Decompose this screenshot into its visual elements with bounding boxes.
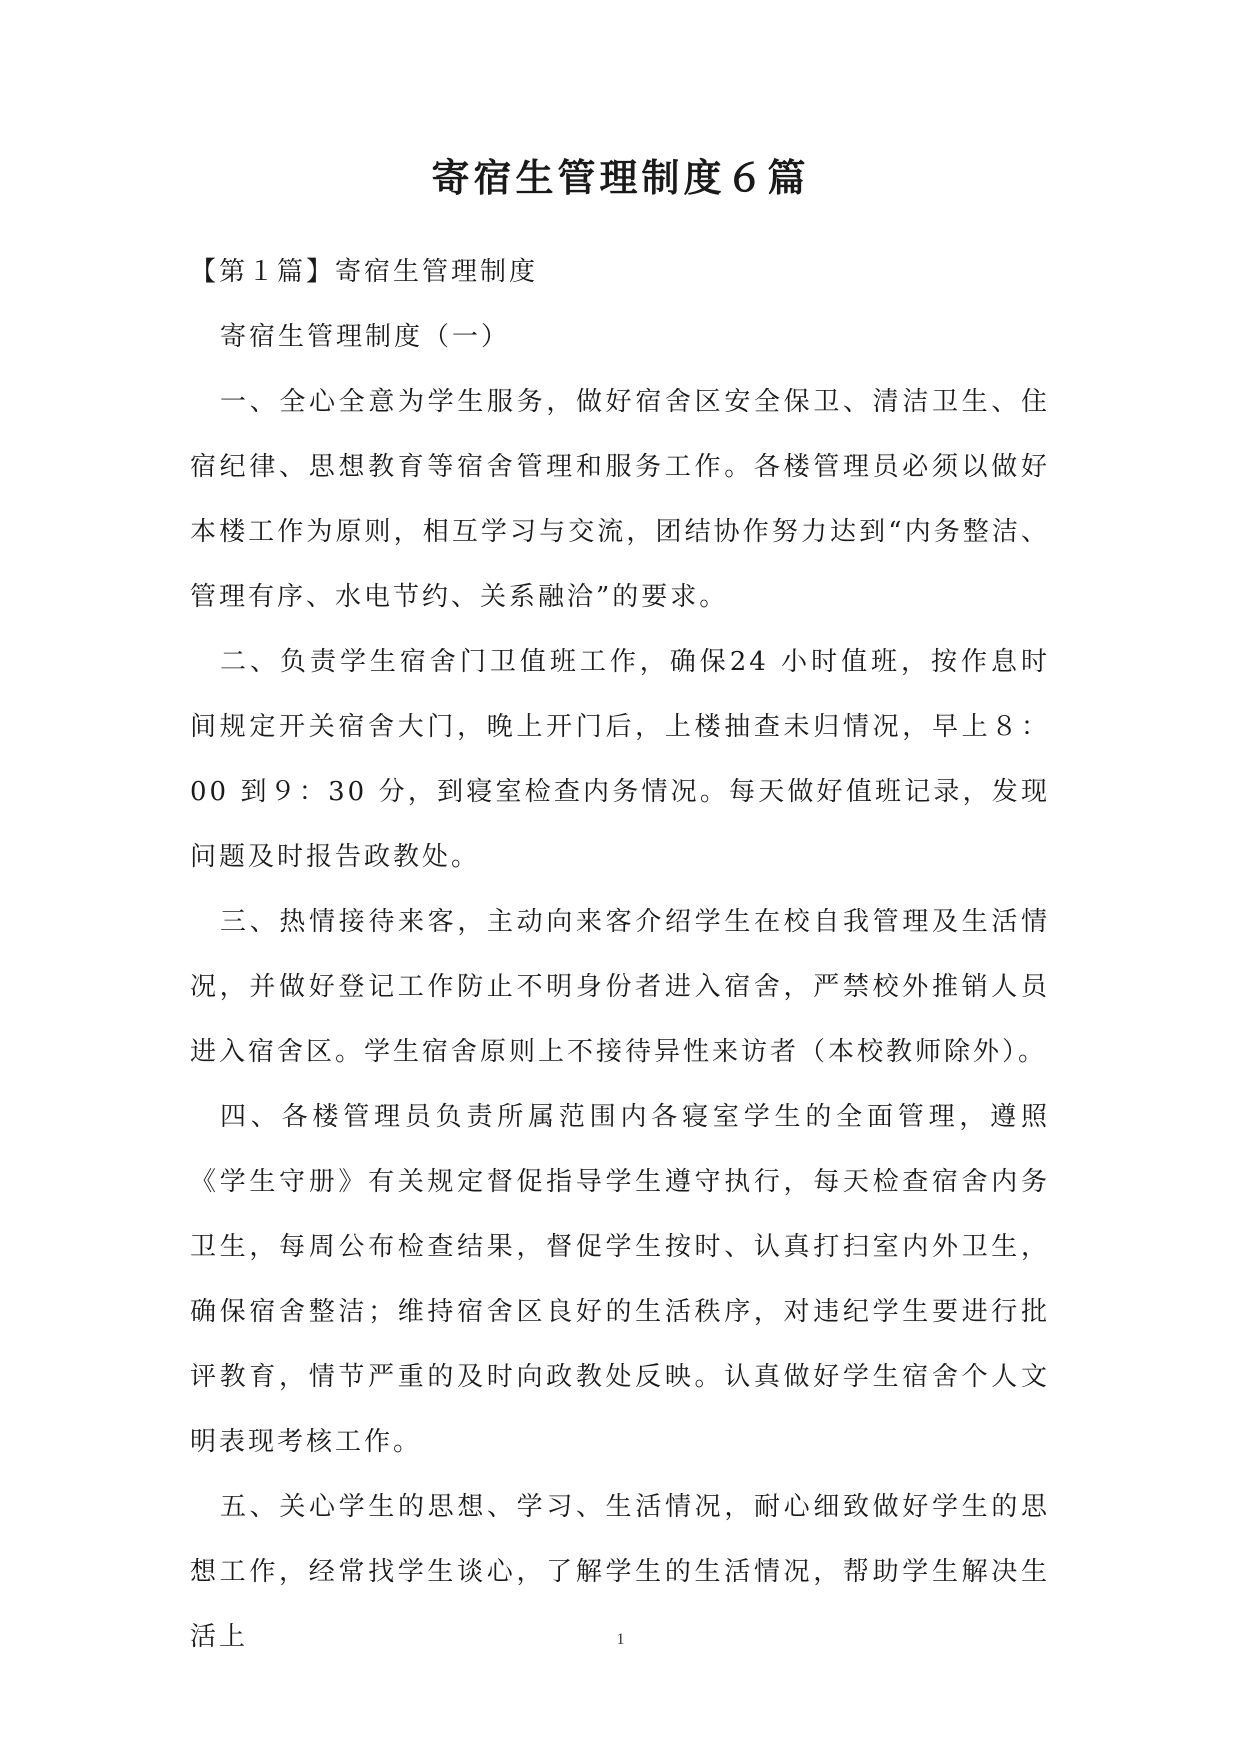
document-title: 寄宿生管理制度６篇: [431, 155, 810, 200]
document-body: [190, 240, 1050, 1670]
subsection-heading: 寄宿生管理制度（一）: [220, 322, 511, 352]
paragraph: 四、各楼管理员负责所属范围内各寝室学生的全面管理，遵照《学生守册》有关规定督促指导学生遵守执行，每天检查宿舍内务卫生，每周公布检查结果，督促学生按时、认真打扫室内外卫生，确保宿舍整洁；维持宿舍区良好的生活秩序，对违纪学生要进行批评教育，情节严重的及时向政教处反映。认真做好学生宿舍个人文明表现考核工作。: [190, 1102, 1050, 1457]
page-number: 1: [616, 1631, 625, 1648]
paragraph: 二、负责学生宿舍门卫值班工作，确保24 小时值班，按作息时间规定开关宿舍大门，晚上开门后，上楼抽查未归情况，早上８：00 到９：30 分，到寝室检查内务情况。每天做好值班记录，发现问题及时报告政教处。: [190, 647, 1050, 872]
paragraph: 三、热情接待来客，主动向来客介绍学生在校自我管理及生活情况，并做好登记工作防止不明身份者进入宿舍，严禁校外推销人员进入宿舍区。学生宿舍原则上不接待异性来访者（本校教师除外）。: [190, 907, 1050, 1067]
paragraph: 一、全心全意为学生服务，做好宿舍区安全保卫、清洁卫生、住宿纪律、思想教育等宿舍管理和服务工作。各楼管理员必须以做好本楼工作为原则，相互学习与交流，团结协作努力达到“内务整洁、管理有序、水电节约、关系融洽”的要求。: [190, 387, 1050, 612]
section-heading: 【第１篇】寄宿生管理制度: [190, 257, 539, 287]
paragraph: 五、关心学生的思想、学习、生活情况，耐心细致做好学生的思想工作，经常找学生谈心，了解学生的生活情况，帮助学生解决生活上: [190, 1492, 1050, 1652]
